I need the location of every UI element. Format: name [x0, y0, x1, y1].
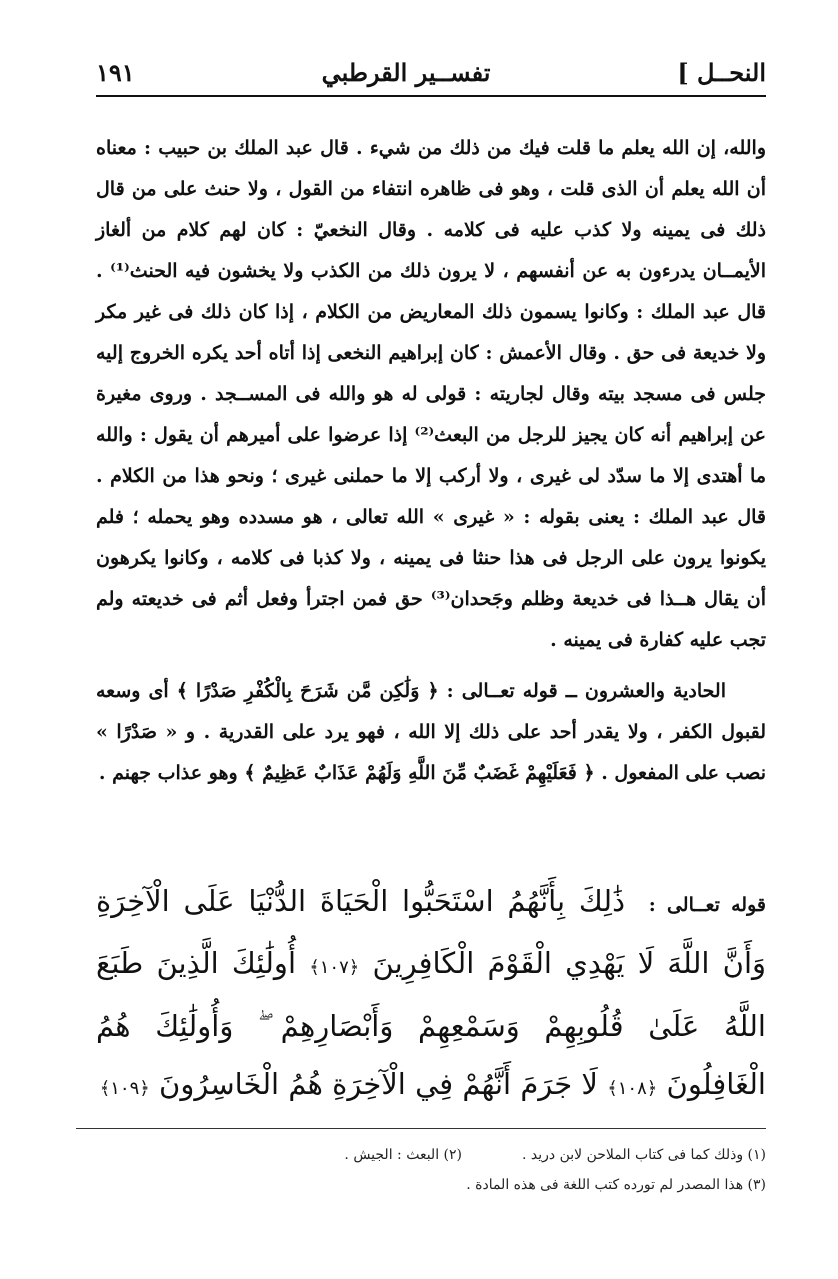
book-title: تفســير القرطبي — [321, 57, 491, 87]
ayah-number-108: ﴿١٠٨﴾ — [607, 1078, 658, 1099]
surah-name: النحــل ] — [677, 57, 766, 87]
footnote-divider — [76, 1128, 766, 1129]
footnote-2: (٢) البعث : الجيش . — [344, 1147, 462, 1163]
paragraph-commentary: والله، إن الله يعلم ما قلت فيك من ذلك من شيء . قال عبد الملك بن حبيب : معناه أن الله يعلم أن الذى قلت ، وهو فى ظاهره انتفاء من القول ، ولا حنث على من قال ذلك فى يمينه ولا كذب عليه فى كلامه . وقال النخعيّ : كان لهم كلام من ألغاز الأيمــان يدرءون به عن أنفسهم ، لا يرون ذلك من الكذب ولا يخشون فيه الحنث⁽¹⁾ . قال عبد الملك : وكانوا يسمون ذلك المعاريض من الكلام ، إذا كان ذلك فى غير مكر ولا خديعة فى حق . وقال الأعمش : كان إبراهيم النخعى إذا أتاه أحد يكره الخروج إليه جلس فى مسجد بيته وقال لجاريته : قولى له هو والله فى المســجد . وروى مغيرة عن إبراهيم أنه كان يجيز للرجل من البعث⁽²⁾ إذا عرضوا على أميرهم أن يقول : والله ما أهتدى إلا ما سدّد لى غيرى ، ولا أركب إلا ما حملنى غيرى ؛ ونحو هذا من الكلام . قال عبد الملك : يعنى بقوله : « غيرى » الله تعالى ، هو مسدده وهو يحمله ؛ فلم يكونوا يرون على الرجل فى هذا حنثا فى يمينه ، ولا كذبا فى كلامه ، وكانوا يكرهون أن يقال هــذا فى خديعة وظلم وجَحدان⁽³⁾ حق فمن اجترأ وفعل أثم فى خديعته ولم تجب عليه كفارة فى يمينه . — [96, 137, 766, 651]
footnote-3: (٣) هذا المصدر لم تورده كتب اللغة فى هذه المادة . — [466, 1177, 766, 1193]
footnote-row — [96, 1170, 766, 1200]
footnote-1: (١) وذلك كما فى كتاب الملاحن لابن دريد . — [522, 1147, 766, 1163]
header-divider — [96, 95, 766, 97]
ayah-number-109: ﴿١٠٩﴾ — [99, 1078, 150, 1099]
ayah-number-107: ﴿١٠٧﴾ — [309, 957, 360, 978]
footnotes — [96, 1140, 766, 1200]
quran-verse-block — [96, 872, 766, 1118]
verse-lead: قوله تعــالى : — [648, 894, 766, 916]
verse-text-109: لَا جَرَمَ أَنَّهُمْ فِي الْآخِرَةِ هُمُ الْخَاسِرُونَ — [159, 1067, 598, 1101]
footnote-row — [96, 1140, 766, 1170]
verse-text-107: ذَٰلِكَ بِأَنَّهُمُ اسْتَحَبُّوا الْحَيَاةَ الدُّنْيَا عَلَى الْآخِرَةِ وَأَنَّ اللَّهَ لَا يَهْدِي الْقَوْمَ الْكَافِرِينَ — [96, 884, 767, 980]
page-header — [96, 50, 766, 94]
verse-text-108: أُولَٰئِكَ الَّذِينَ طَبَعَ اللَّهُ عَلَىٰ قُلُوبِهِمْ وَسَمْعِهِمْ وَأَبْصَارِهِمْ ۖ وَأُولَٰئِكَ هُمُ الْغَافِلُونَ — [96, 946, 766, 1101]
page-number: ١٩١ — [96, 57, 135, 87]
paragraph-twenty-first: الحادية والعشرون ــ قوله تعــالى : ﴿ وَلَٰكِن مَّن شَرَحَ بِالْكُفْرِ صَدْرًا ﴾ أى وسعه لقبول الكفر ، ولا يقدر أحد على ذلك إلا الله ، فهو يرد على القدرية . و « صَدْرًا » نصب على المفعول . ﴿ فَعَلَيْهِمْ غَضَبٌ مِّنَ اللَّهِ وَلَهُمْ عَذَابٌ عَظِيمٌ ﴾ وهو عذاب جهنم . — [96, 680, 766, 784]
main-text — [96, 128, 766, 794]
